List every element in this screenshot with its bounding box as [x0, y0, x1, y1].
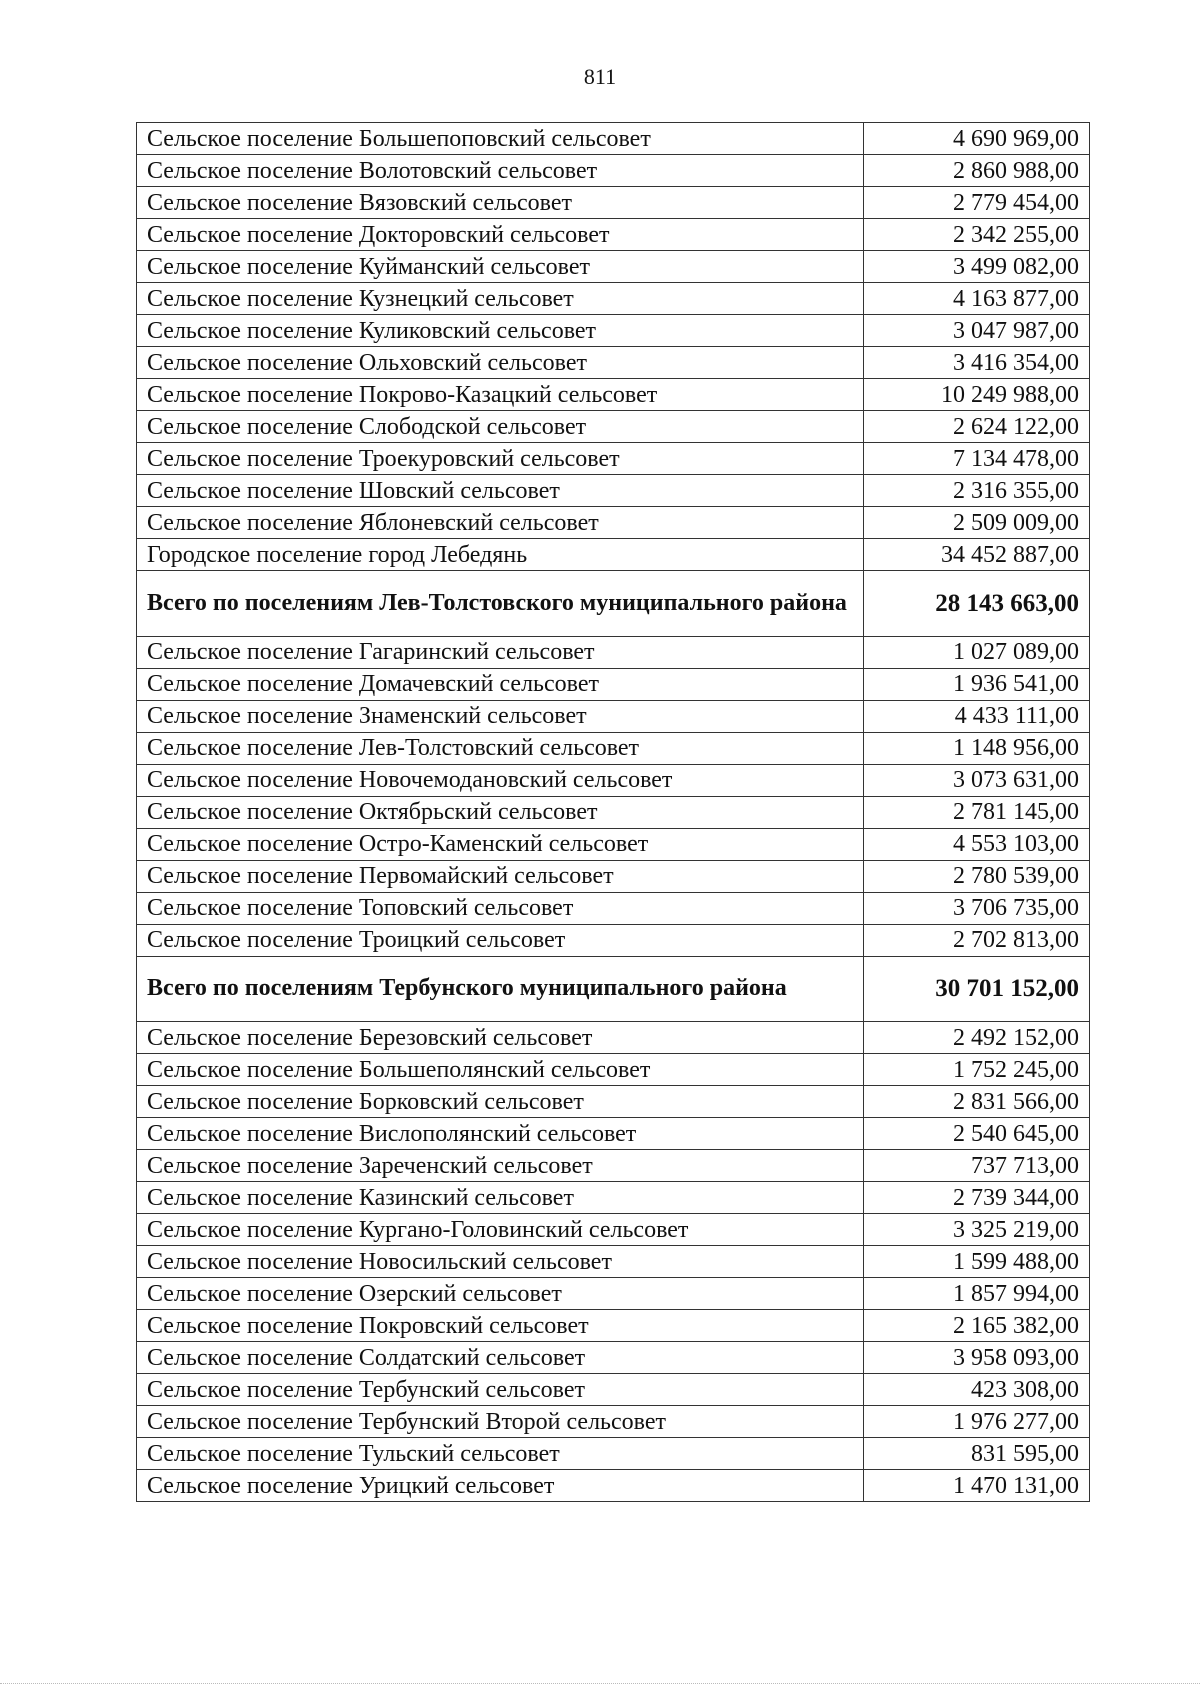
amount-cell: 1 470 131,00: [864, 1470, 1090, 1502]
settlement-name-cell: Сельское поселение Большепоповский сельсовет: [137, 123, 864, 155]
table-row: [137, 828, 1090, 860]
settlement-name-cell: Сельское поселение Новочемодановский сельсовет: [137, 764, 864, 796]
settlement-name-cell: Сельское поселение Тербунский сельсовет: [137, 1374, 864, 1406]
amount-cell: 1 936 541,00: [864, 668, 1090, 700]
settlement-name-cell: Сельское поселение Гагаринский сельсовет: [137, 636, 864, 668]
table-row: [137, 219, 1090, 251]
settlement-name-cell: Сельское поселение Озерский сельсовет: [137, 1278, 864, 1310]
amount-cell: 4 433 111,00: [864, 700, 1090, 732]
amount-cell: 3 416 354,00: [864, 347, 1090, 379]
amount-cell: 1 599 488,00: [864, 1246, 1090, 1278]
table-row: [137, 155, 1090, 187]
amount-cell: 2 342 255,00: [864, 219, 1090, 251]
table-row: [137, 764, 1090, 796]
amount-cell: 4 163 877,00: [864, 283, 1090, 315]
amount-cell: 3 706 735,00: [864, 892, 1090, 924]
settlement-name-cell: Сельское поселение Яблоневский сельсовет: [137, 507, 864, 539]
amount-cell: 2 509 009,00: [864, 507, 1090, 539]
table-row: [137, 668, 1090, 700]
table-row: [137, 1470, 1090, 1502]
amount-cell: 10 249 988,00: [864, 379, 1090, 411]
table-row: [137, 1118, 1090, 1150]
settlement-name-cell: Сельское поселение Слободской сельсовет: [137, 411, 864, 443]
settlement-name-cell: Сельское поселение Борковский сельсовет: [137, 1086, 864, 1118]
amount-cell: 30 701 152,00: [864, 956, 1090, 1022]
settlement-name-cell: Сельское поселение Докторовский сельсовет: [137, 219, 864, 251]
amount-cell: 2 316 355,00: [864, 475, 1090, 507]
amount-cell: 7 134 478,00: [864, 443, 1090, 475]
table-row: [137, 123, 1090, 155]
amount-cell: 831 595,00: [864, 1438, 1090, 1470]
settlement-name-cell: Сельское поселение Солдатский сельсовет: [137, 1342, 864, 1374]
table-row: [137, 860, 1090, 892]
table-row: [137, 1406, 1090, 1438]
table-row: [137, 1342, 1090, 1374]
amount-cell: 3 047 987,00: [864, 315, 1090, 347]
amount-cell: 2 624 122,00: [864, 411, 1090, 443]
amount-cell: 2 860 988,00: [864, 155, 1090, 187]
settlement-name-cell: Сельское поселение Топовский сельсовет: [137, 892, 864, 924]
amount-cell: 2 780 539,00: [864, 860, 1090, 892]
table-row: [137, 251, 1090, 283]
amount-cell: 1 148 956,00: [864, 732, 1090, 764]
settlement-name-cell: Сельское поселение Октябрьский сельсовет: [137, 796, 864, 828]
settlement-name-cell: Сельское поселение Вислополянский сельсовет: [137, 1118, 864, 1150]
amount-cell: 3 325 219,00: [864, 1214, 1090, 1246]
settlement-name-cell: Сельское поселение Березовский сельсовет: [137, 1022, 864, 1054]
settlement-name-cell: Сельское поселение Тербунский Второй сельсовет: [137, 1406, 864, 1438]
settlement-name-cell: Сельское поселение Вязовский сельсовет: [137, 187, 864, 219]
table-row: [137, 1086, 1090, 1118]
table-row: [137, 1214, 1090, 1246]
amount-cell: 3 073 631,00: [864, 764, 1090, 796]
table-body: [137, 123, 1090, 1502]
amount-cell: 28 143 663,00: [864, 571, 1090, 637]
settlement-name-cell: Сельское поселение Троицкий сельсовет: [137, 924, 864, 956]
settlement-name-cell: Сельское поселение Казинский сельсовет: [137, 1182, 864, 1214]
amount-cell: 3 958 093,00: [864, 1342, 1090, 1374]
settlement-name-cell: Сельское поселение Остро-Каменский сельсовет: [137, 828, 864, 860]
settlement-name-cell: Сельское поселение Ольховский сельсовет: [137, 347, 864, 379]
table-total-row: [137, 571, 1090, 637]
table-row: [137, 796, 1090, 828]
table-row: [137, 1278, 1090, 1310]
settlement-name-cell: Сельское поселение Волотовский сельсовет: [137, 155, 864, 187]
settlement-name-cell: Сельское поселение Новосильский сельсовет: [137, 1246, 864, 1278]
table-row: [137, 539, 1090, 571]
table-row: [137, 732, 1090, 764]
settlement-name-cell: Всего по поселениям Тербунского муниципального района: [137, 956, 864, 1022]
settlement-name-cell: Всего по поселениям Лев-Толстовского муниципального района: [137, 571, 864, 637]
table-row: [137, 443, 1090, 475]
amount-cell: 34 452 887,00: [864, 539, 1090, 571]
scan-edge-line: [0, 1683, 1200, 1684]
settlement-name-cell: Сельское поселение Куликовский сельсовет: [137, 315, 864, 347]
table-row: [137, 1022, 1090, 1054]
amount-cell: 2 540 645,00: [864, 1118, 1090, 1150]
table-row: [137, 700, 1090, 732]
table-row: [137, 283, 1090, 315]
settlement-name-cell: Сельское поселение Шовский сельсовет: [137, 475, 864, 507]
settlement-name-cell: Сельское поселение Кургано-Головинский сельсовет: [137, 1214, 864, 1246]
amount-cell: 4 553 103,00: [864, 828, 1090, 860]
settlement-name-cell: Сельское поселение Урицкий сельсовет: [137, 1470, 864, 1502]
table-row: [137, 347, 1090, 379]
amount-cell: 4 690 969,00: [864, 123, 1090, 155]
table-row: [137, 892, 1090, 924]
table-row: [137, 507, 1090, 539]
settlement-name-cell: Сельское поселение Покровский сельсовет: [137, 1310, 864, 1342]
page-number: 811: [583, 64, 617, 89]
settlement-name-cell: Сельское поселение Кузнецкий сельсовет: [137, 283, 864, 315]
settlement-name-cell: Сельское поселение Знаменский сельсовет: [137, 700, 864, 732]
amount-cell: 2 702 813,00: [864, 924, 1090, 956]
amount-cell: 2 779 454,00: [864, 187, 1090, 219]
table-total-row: [137, 956, 1090, 1022]
settlement-name-cell: Сельское поселение Тульский сельсовет: [137, 1438, 864, 1470]
settlement-name-cell: Сельское поселение Лев-Толстовский сельсовет: [137, 732, 864, 764]
table-row: [137, 1374, 1090, 1406]
amount-cell: 737 713,00: [864, 1150, 1090, 1182]
settlement-name-cell: Сельское поселение Первомайский сельсовет: [137, 860, 864, 892]
table-row: [137, 1054, 1090, 1086]
table-row: [137, 187, 1090, 219]
amount-cell: 2 165 382,00: [864, 1310, 1090, 1342]
amount-cell: 1 027 089,00: [864, 636, 1090, 668]
table-row: [137, 1150, 1090, 1182]
settlement-name-cell: Сельское поселение Покрово-Казацкий сельсовет: [137, 379, 864, 411]
amount-cell: 2 781 145,00: [864, 796, 1090, 828]
amount-cell: 2 492 152,00: [864, 1022, 1090, 1054]
amount-cell: 2 831 566,00: [864, 1086, 1090, 1118]
table-row: [137, 475, 1090, 507]
amount-cell: 1 857 994,00: [864, 1278, 1090, 1310]
amount-cell: 1 752 245,00: [864, 1054, 1090, 1086]
table-row: [137, 1310, 1090, 1342]
table-row: [137, 924, 1090, 956]
table-row: [137, 315, 1090, 347]
settlement-name-cell: Городское поселение город Лебедянь: [137, 539, 864, 571]
table-row: [137, 1438, 1090, 1470]
settlement-name-cell: Сельское поселение Зареченский сельсовет: [137, 1150, 864, 1182]
settlement-name-cell: Сельское поселение Троекуровский сельсовет: [137, 443, 864, 475]
settlement-name-cell: Сельское поселение Куйманский сельсовет: [137, 251, 864, 283]
amount-cell: 2 739 344,00: [864, 1182, 1090, 1214]
table-row: [137, 1246, 1090, 1278]
settlements-table: [136, 122, 1090, 1502]
amount-cell: 1 976 277,00: [864, 1406, 1090, 1438]
settlement-name-cell: Сельское поселение Большеполянский сельсовет: [137, 1054, 864, 1086]
table-row: [137, 411, 1090, 443]
table-row: [137, 636, 1090, 668]
settlement-name-cell: Сельское поселение Домачевский сельсовет: [137, 668, 864, 700]
table-row: [137, 379, 1090, 411]
table-row: [137, 1182, 1090, 1214]
amount-cell: 3 499 082,00: [864, 251, 1090, 283]
amount-cell: 423 308,00: [864, 1374, 1090, 1406]
